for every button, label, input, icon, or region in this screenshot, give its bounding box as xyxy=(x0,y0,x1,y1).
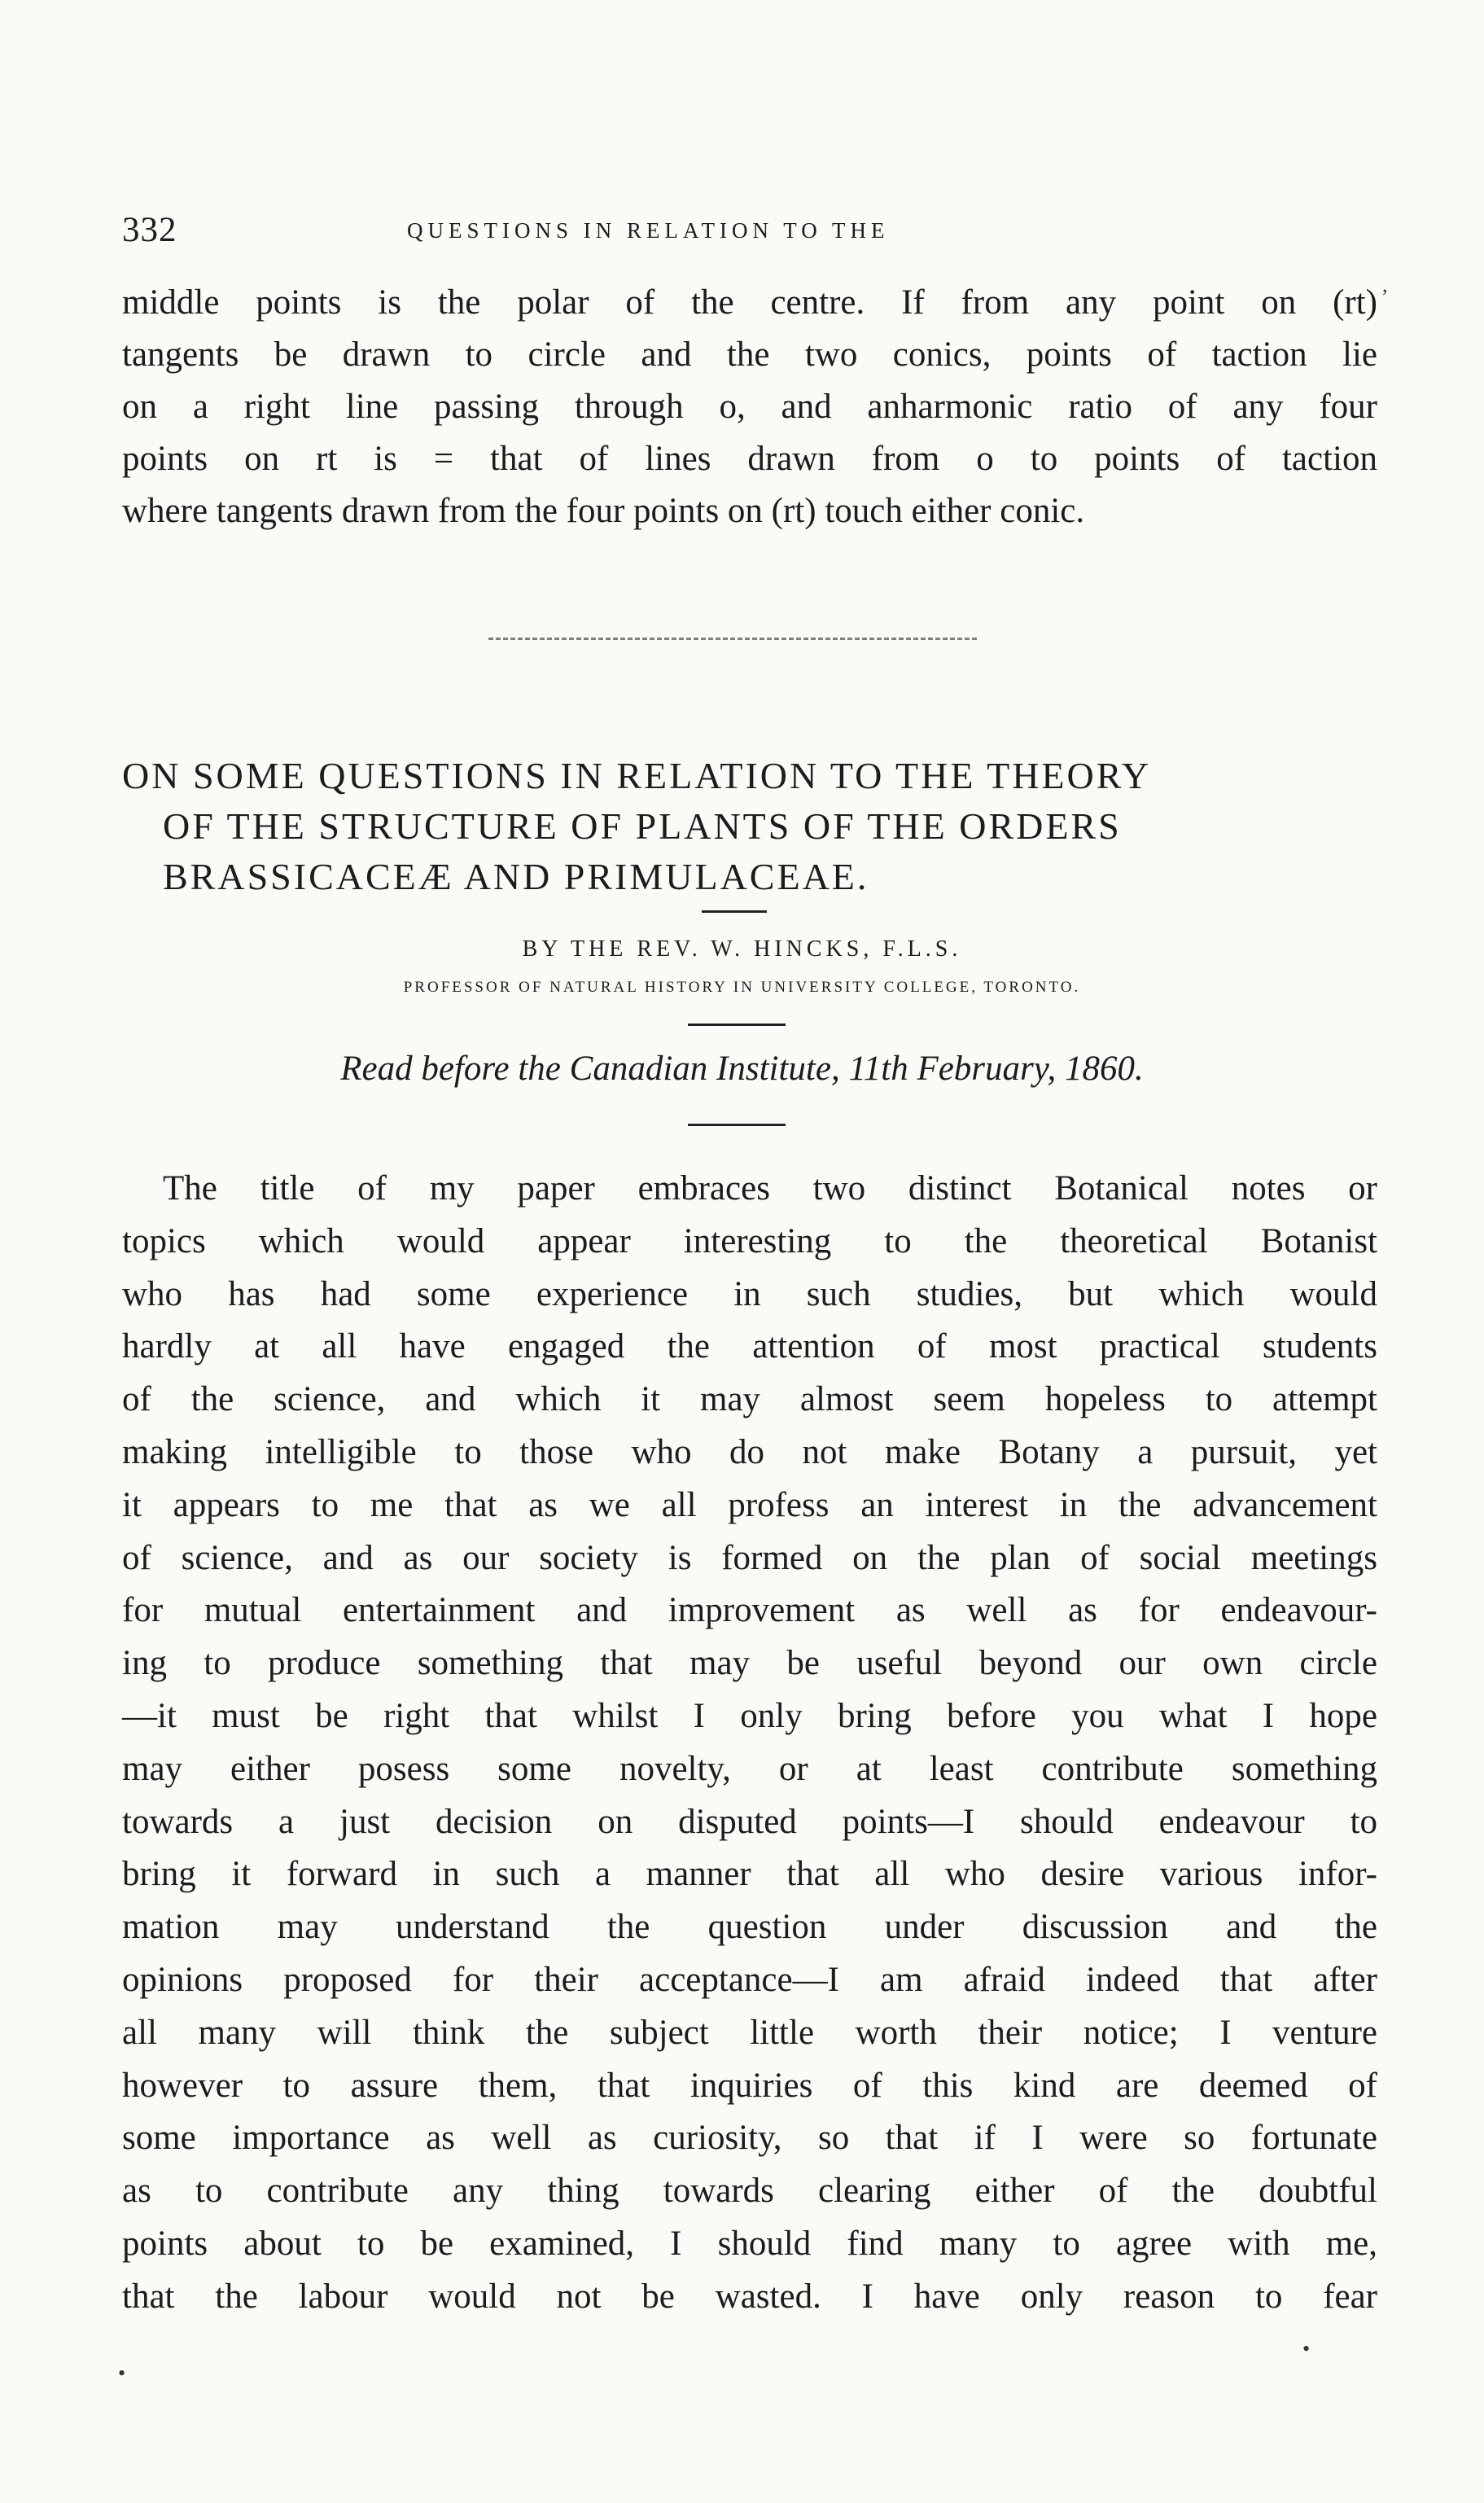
running-head xyxy=(122,210,1376,251)
text-line: it appears to me that as we all profess an interest in the advancement xyxy=(122,1485,1377,1524)
short-rule xyxy=(688,1024,786,1026)
text-line: opinions proposed for their acceptance—I am afraid indeed that after xyxy=(122,1960,1377,1999)
text-line: however to assure them, that inquiries of this kind are deemed of xyxy=(122,2066,1377,2105)
top-paragraph xyxy=(122,277,1377,537)
text-line: hardly at all have engaged the attention of most practical students xyxy=(122,1327,1377,1366)
text-line: bring it forward in such a manner that all who desire various infor- xyxy=(122,1855,1377,1894)
text-line: who has had some experience in such studies, but which would xyxy=(122,1274,1377,1313)
running-title: QUESTIONS IN RELATION TO THE xyxy=(407,218,890,243)
text-line: all many will think the subject little worth their notice; I venture xyxy=(122,2013,1377,2052)
text-line: on a right line passing through o, and anharmonic ratio of any four xyxy=(122,388,1377,426)
short-rule xyxy=(702,910,767,913)
text-line: topics which would appear interesting to the theoretical Botanist xyxy=(122,1221,1377,1260)
margin-mark: • xyxy=(1302,2337,1311,2361)
text-line: tangents be drawn to circle and the two conics, points of taction lie xyxy=(122,335,1377,374)
text-line: middle points is the polar of the centre. If from any point on (rt) xyxy=(122,283,1377,322)
section-separator xyxy=(488,638,977,643)
text-line: points about to be examined, I should find many to agree with me, xyxy=(122,2224,1377,2263)
text-line: of science, and as our society is formed on the plan of social meetings xyxy=(122,1538,1377,1577)
read-before-line: Read before the Canadian Institute, 11th February, 1860. xyxy=(340,1050,1144,1088)
text-line: may either posess some novelty, or at least contribute something xyxy=(122,1749,1377,1788)
margin-mark: • xyxy=(118,2361,126,2385)
text-line: some importance as well as curiosity, so that if I were so fortunate xyxy=(122,2119,1377,2158)
text-line: towards a just decision on disputed points—I should endeavour to xyxy=(122,1802,1377,1841)
title-line: OF THE STRUCTURE OF PLANTS OF THE ORDERS xyxy=(163,805,1122,847)
text-line: ing to produce something that may be useful beyond our own circle xyxy=(122,1644,1377,1683)
text-line: for mutual entertainment and improvement as well as for endeavour- xyxy=(122,1591,1377,1630)
text-line: The title of my paper embraces two distinct Botanical notes or xyxy=(163,1169,1377,1208)
article-title xyxy=(122,751,1392,902)
title-line: BRASSICACEÆ AND PRIMULACEAE. xyxy=(163,856,869,897)
byline: BY THE REV. W. HINCKS, F.L.S. xyxy=(522,936,962,962)
affiliation: PROFESSOR OF NATURAL HISTORY IN UNIVERSITY COLLEGE, TORONTO. xyxy=(403,979,1081,996)
title-line: ON SOME QUESTIONS IN RELATION TO THE THEORY xyxy=(122,755,1152,796)
text-line: of the science, and which it may almost seem hopeless to attempt xyxy=(122,1380,1377,1419)
text-line: points on rt is = that of lines drawn from o to points of taction xyxy=(122,440,1377,478)
margin-mark: , xyxy=(1382,273,1388,296)
text-line: as to contribute any thing towards clearing either of the doubtful xyxy=(122,2172,1377,2211)
body-paragraph xyxy=(122,1163,1377,2324)
text-line: —it must be right that whilst I only bring before you what I hope xyxy=(122,1696,1377,1735)
text-line: that the labour would not be wasted. I have only reason to fear xyxy=(122,2277,1377,2316)
short-rule xyxy=(688,1124,786,1126)
text-line: making intelligible to those who do not make Botany a pursuit, yet xyxy=(122,1432,1377,1471)
text-line: mation may understand the question under discussion and the xyxy=(122,1908,1377,1947)
page-number: 332 xyxy=(122,211,177,249)
text-line: where tangents drawn from the four points on (rt) touch either conic. xyxy=(122,492,1085,530)
